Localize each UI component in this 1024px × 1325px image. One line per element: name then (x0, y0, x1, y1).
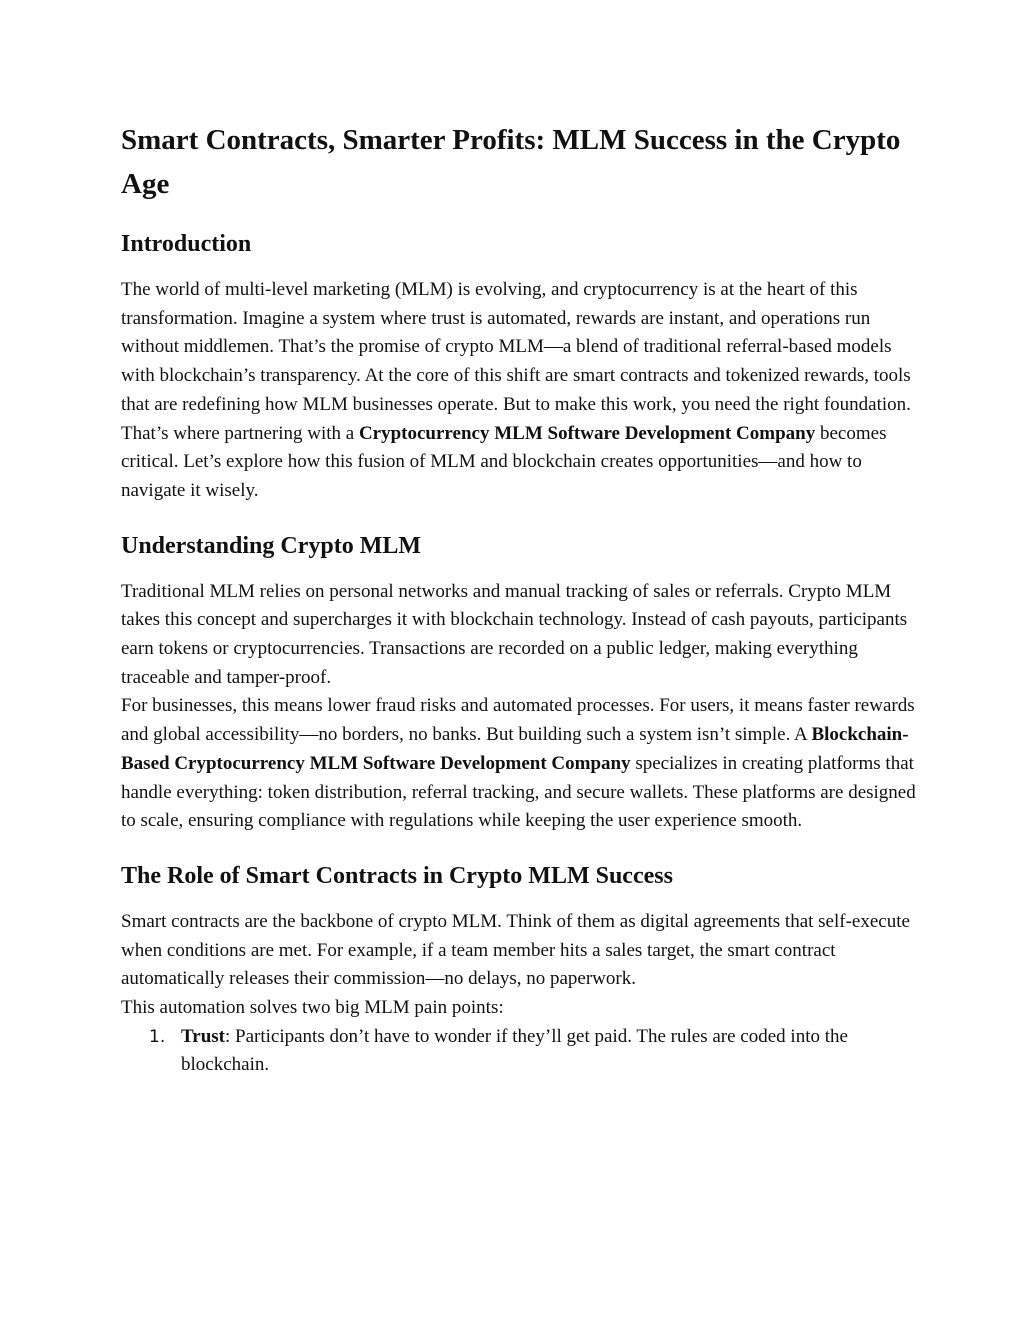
document-title: Smart Contracts, Smarter Profits: MLM Success in the Crypto Age (121, 124, 901, 200)
section-role-of-smart-contracts (121, 860, 921, 1080)
document-page (121, 118, 921, 1104)
paragraph-text: The world of multi-level marketing (MLM) is evolving, and cryptocurrency is at the heart of this transformation. Imagine a system where trust is automated, rewards are instant, and operations run without middlemen. That’s the promise of crypto MLM—a blend of traditional referral-based models with blockchain’s transparency. At the core of this shift are smart contracts and tokenized rewards, tools that are redefining how MLM businesses operate. But to make this work, you need the right foundation. That’s where partnering with a (121, 279, 911, 444)
numbered-list (121, 1023, 921, 1080)
paragraph (121, 692, 921, 836)
section-heading: Introduction (121, 231, 252, 257)
section-understanding-crypto-mlm (121, 530, 921, 836)
paragraph: Smart contracts are the backbone of crypto MLM. Think of them as digital agreements that self-execute when conditions are met. For example, if a team member hits a sales target, the smart contract automatically releases their commission—no delays, no paperwork. (121, 910, 910, 990)
section-heading: Understanding Crypto MLM (121, 532, 422, 559)
list-item (121, 1023, 921, 1080)
list-item-term: Trust (181, 1025, 225, 1047)
section-heading: The Role of Smart Contracts in Crypto MLM Success (121, 862, 673, 889)
paragraph-text: specializes in creating platforms that handle everything: token distribution, referral tracking, and secure wallets. These platforms are designed to scale, ensuring compliance with regulations while keeping the user experience smooth. (121, 752, 916, 832)
section-introduction (121, 228, 921, 506)
paragraph-text: becomes critical. Let’s explore how this fusion of MLM and blockchain creates opportunities—and how to navigate it wisely. (121, 422, 887, 501)
paragraph-text: For businesses, this means lower fraud risks and automated processes. For users, it means faster rewards and global accessibility—no borders, no banks. But building such a system isn’t simple. A (121, 695, 915, 746)
list-number: 1. (149, 1026, 166, 1047)
list-item-text: : Participants don’t have to wonder if they’ll get paid. The rules are coded into the blockchain. (181, 1025, 848, 1076)
paragraph: Traditional MLM relies on personal networks and manual tracking of sales or referrals. Crypto MLM takes this concept and supercharges it with blockchain technology. Instead of cash payouts, participants earn tokens or cryptocurrencies. Transactions are recorded on a public ledger, making everything traceable and tamper-proof. (121, 580, 908, 688)
paragraph (121, 276, 921, 506)
paragraph: This automation solves two big MLM pain points: (121, 997, 504, 1019)
bold-link-text: Cryptocurrency MLM Software Development Company (358, 422, 816, 444)
bold-link-text: Blockchain-Based Cryptocurrency MLM Software Development Company (121, 724, 909, 774)
